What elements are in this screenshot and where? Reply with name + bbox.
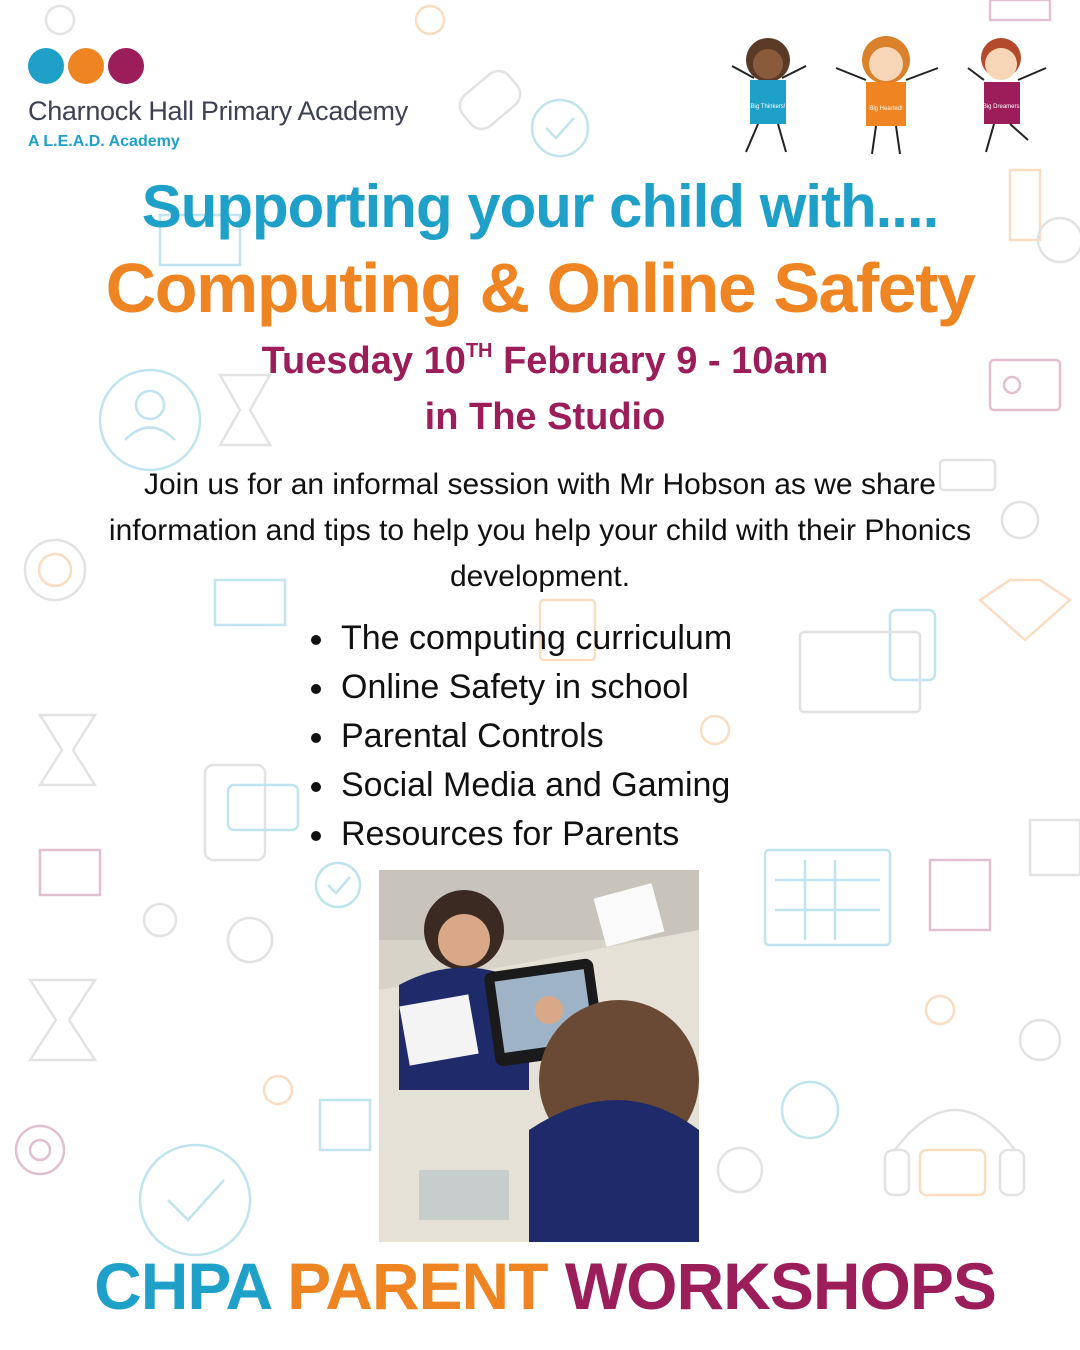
character-label: Big Thinkers! [750, 104, 786, 110]
event-date-time: February 9 - 10am [492, 340, 829, 382]
footer-chpa: CHPA [94, 1249, 288, 1323]
character-big-hearted [836, 36, 938, 154]
topic-list [305, 614, 732, 859]
logo-dot-orange [68, 48, 104, 84]
school-name: Charnock Hall Primary Academy [28, 96, 408, 126]
headline-topic: Computing & Online Safety [105, 249, 975, 327]
intro-text: Join us for an informal session with Mr Hobson as we share information and tips to help you help your child with their Phonics development. [108, 468, 972, 593]
logo-dot-blue [28, 48, 64, 84]
logo-dot-plum [108, 48, 144, 84]
character-label: Big Dreamers! [982, 104, 1022, 110]
logo-dots [28, 48, 408, 84]
topic-item: Social Media and Gaming [305, 761, 732, 810]
footer-workshops: WORKSHOPS [564, 1249, 996, 1323]
footer-title [0, 1248, 1080, 1324]
character-big-thinkers [732, 38, 806, 152]
topic-item: Resources for Parents [305, 810, 732, 859]
event-date-suffix: TH [465, 340, 493, 362]
character-big-dreamers [968, 38, 1046, 152]
school-logo [28, 48, 408, 151]
headline-supporting: Supporting your child with.... [141, 173, 939, 240]
topic-item: The computing curriculum [305, 614, 732, 663]
classroom-photo [379, 870, 699, 1242]
event-date [0, 340, 1080, 383]
event-date-day: Tuesday 10 [261, 340, 466, 382]
character-label: Big Hearted! [869, 106, 903, 112]
school-subtitle: A L.E.A.D. Academy [28, 133, 180, 150]
school-characters-illustration [716, 28, 1056, 163]
event-venue: in The Studio [424, 396, 666, 438]
footer-parent: PARENT [287, 1249, 565, 1323]
topic-item: Parental Controls [305, 712, 732, 761]
topic-item: Online Safety in school [305, 663, 732, 712]
